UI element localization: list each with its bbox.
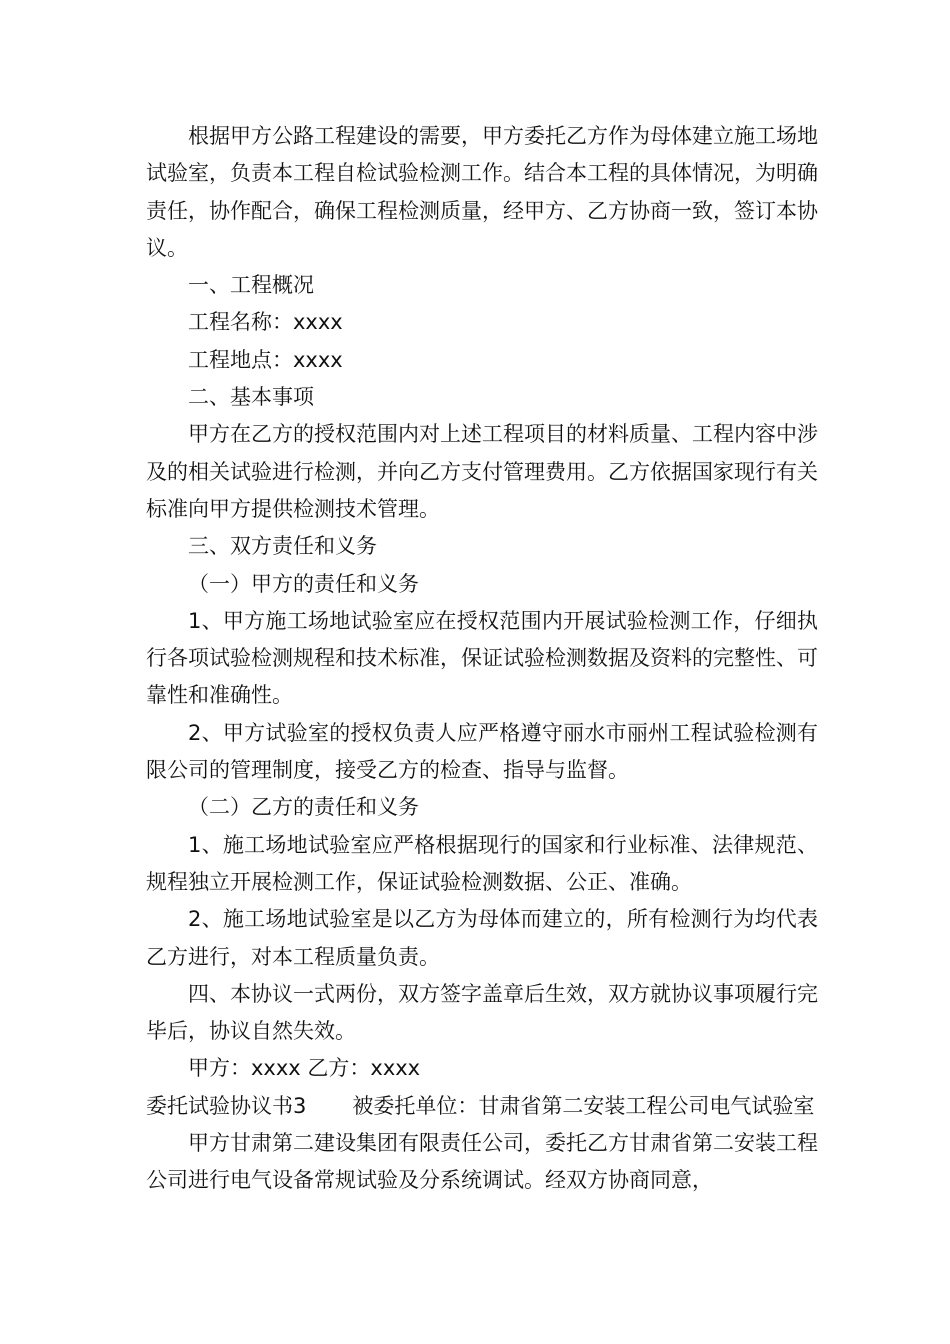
section-heading-responsibilities: 三、双方责任和义务 (188, 534, 377, 559)
agreement-3-header (146, 1088, 818, 1125)
subheading-party-a: （一）甲方的责任和义务 (188, 571, 419, 596)
signature-line: 甲方：xxxx 乙方：xxxx (188, 1056, 421, 1081)
party-b-item-2: 2、施工场地试验室是以乙方为母体而建立的，所有检测行为均代表乙方进行，对本工程质量负责。 (146, 907, 818, 969)
intro-paragraph: 根据甲方公路工程建设的需要，甲方委托乙方作为母体建立施工场地试验室，负责本工程自检试验检测工作。结合本工程的具体情况，为明确责任，协作配合，确保工程检测质量，经甲方、乙方协商一致，签订本协议。 (146, 124, 818, 260)
document-page (146, 118, 818, 1200)
party-b-item-1: 1、施工场地试验室应严格根据现行的国家和行业标准、法律规范、规程独立开展检测工作，保证试验检测数据、公正、准确。 (146, 832, 818, 894)
party-a-item-1: 1、甲方施工场地试验室应在授权范围内开展试验检测工作，仔细执行各项试验检测规程和技术标准，保证试验检测数据及资料的完整性、可靠性和准确性。 (146, 608, 818, 708)
basic-matters-paragraph: 甲方在乙方的授权范围内对上述工程项目的材料质量、工程内容中涉及的相关试验进行检测，并向乙方支付管理费用。乙方依据国家现行有关标准向甲方提供检测技术管理。 (146, 422, 818, 521)
project-location-line: 工程地点：xxxx (188, 347, 343, 372)
commissioned-unit: 被委托单位：甘肃省第二安装工程公司电气试验室 (352, 1093, 815, 1118)
project-name-line: 工程名称：xxxx (188, 310, 343, 335)
section-heading-project-overview: 一、工程概况 (188, 273, 314, 298)
section-four-paragraph: 四、本协议一式两份，双方签字盖章后生效，双方就协议事项履行完毕后，协议自然失效。 (146, 981, 818, 1044)
subheading-party-b: （二）乙方的责任和义务 (188, 795, 419, 820)
party-a-item-2: 2、甲方试验室的授权负责人应严格遵守丽水市丽州工程试验检测有限公司的管理制度，接受乙方的检查、指导与监督。 (146, 720, 818, 783)
section-heading-basic-matters: 二、基本事项 (188, 385, 314, 410)
agreement-3-paragraph: 甲方甘肃第二建设集团有限责任公司，委托乙方甘肃省第二安装工程公司进行电气设备常规试验及分系统调试。经双方协商同意， (146, 1131, 818, 1193)
agreement-3-title: 委托试验协议书3 (146, 1093, 307, 1118)
